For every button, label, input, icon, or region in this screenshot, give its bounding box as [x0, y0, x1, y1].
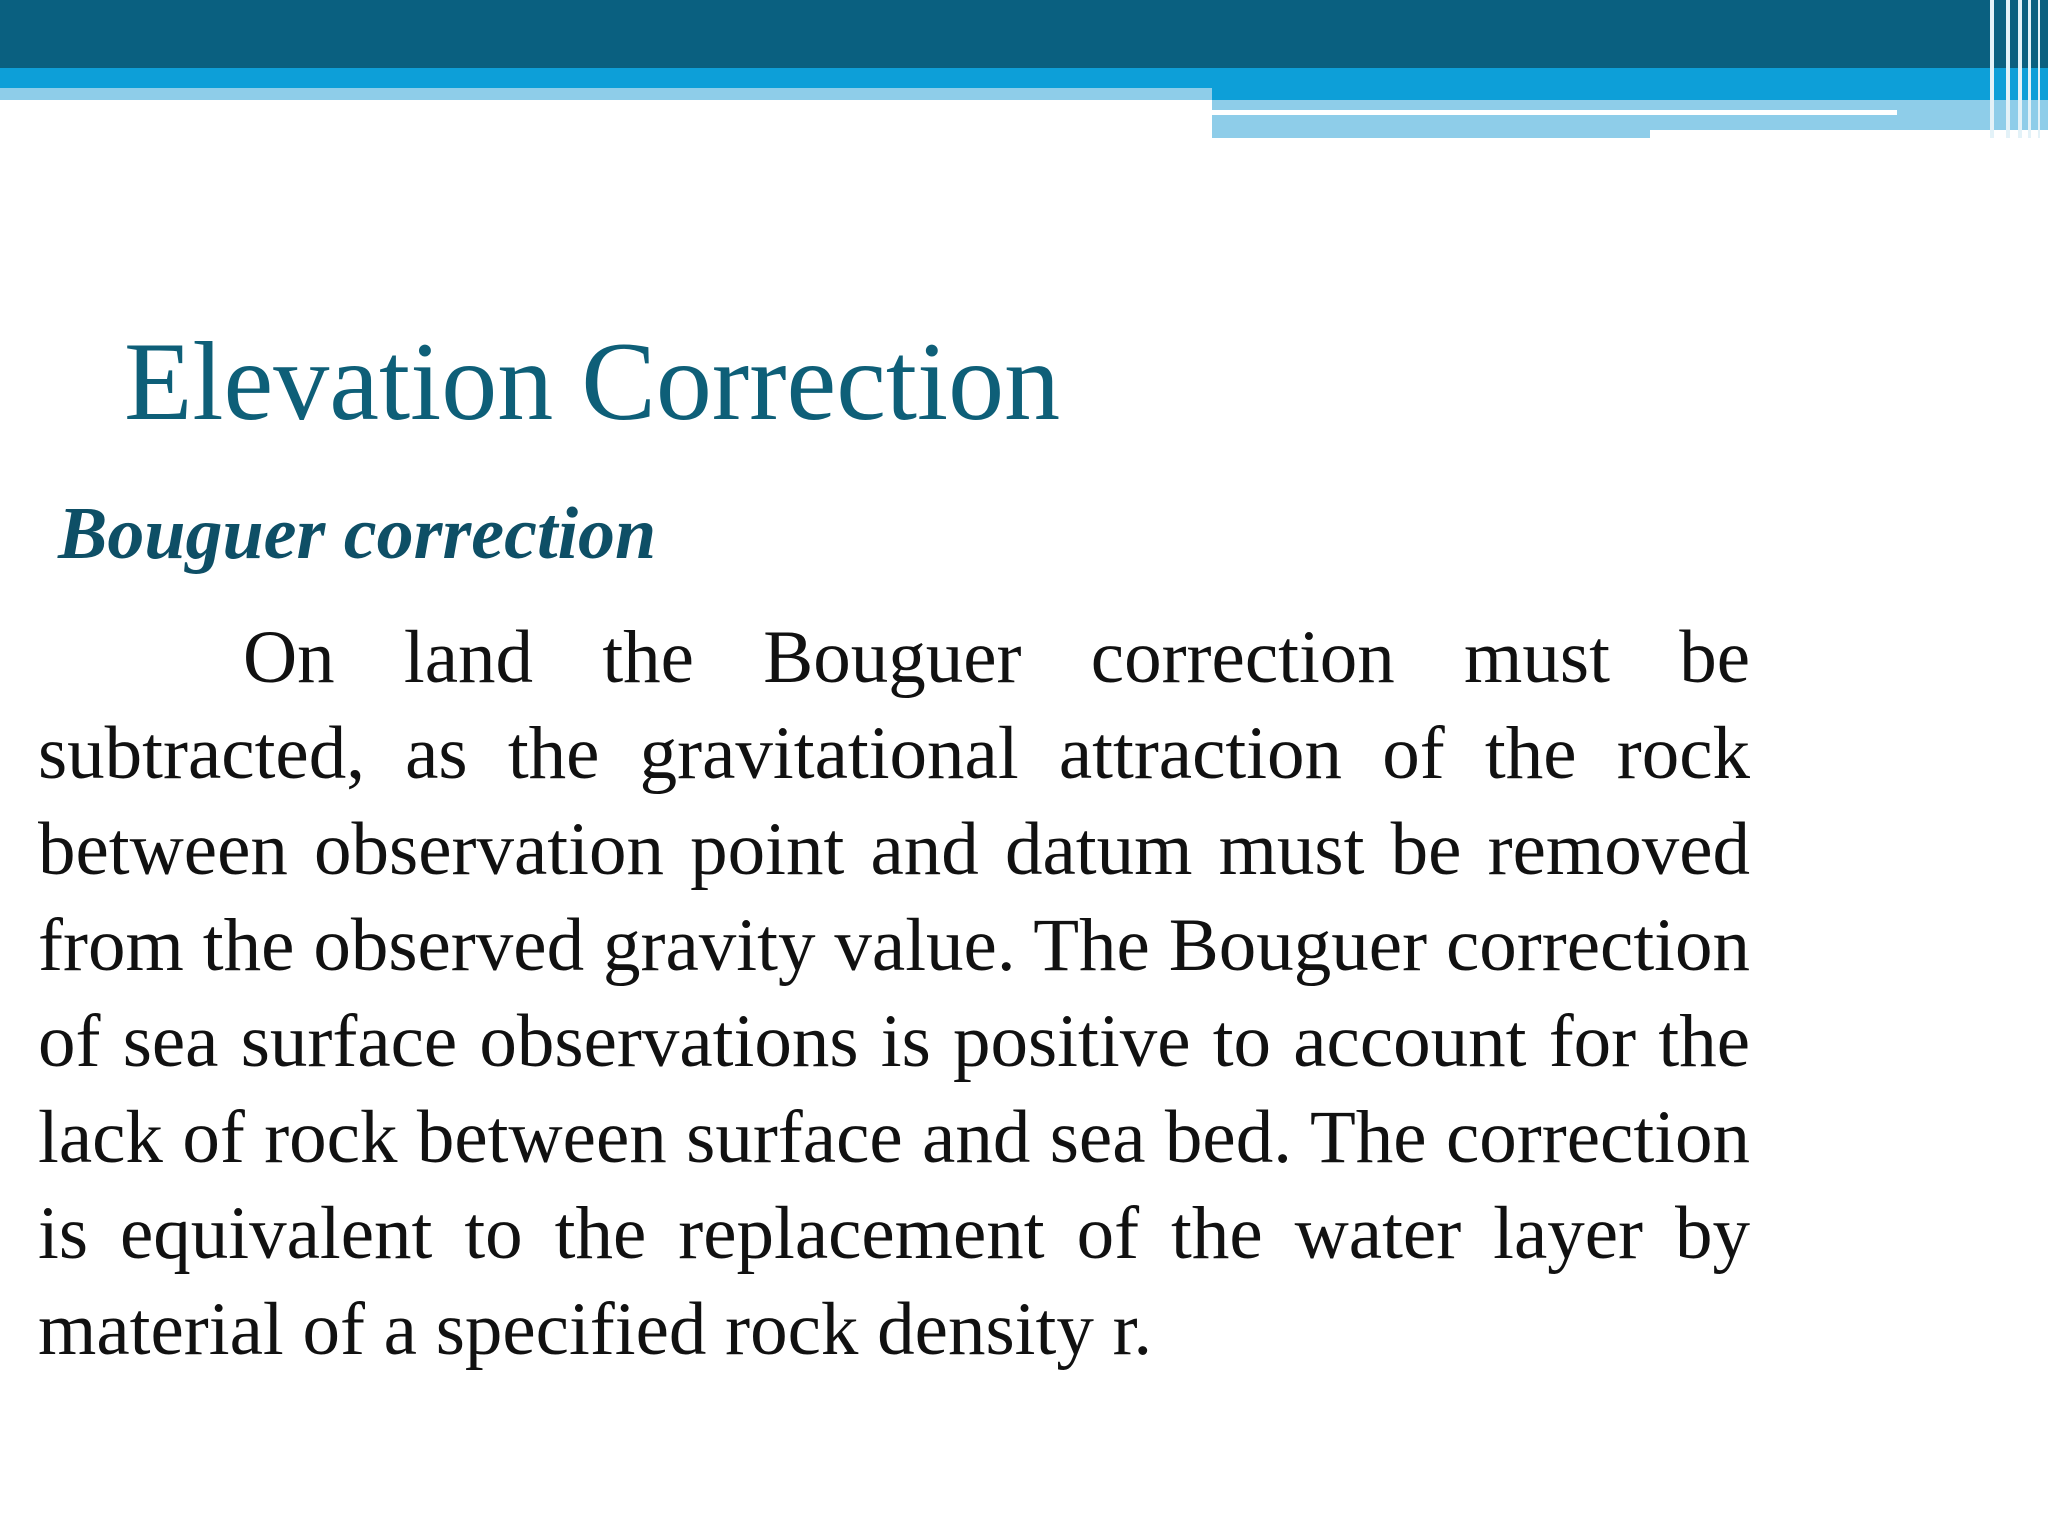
- body-paragraph: On land the Bouguer correction must be subtracted, as the gravitational attraction of the rock between observation point and datum must be removed from the observed gravity value. The Bouguer correction of sea surface observations is positive to account for the lack of rock between surface and sea bed. The correction is equivalent to the replacement of the water layer by material of a specified rock density r.: [38, 616, 1750, 1371]
- header-stripe: [2028, 0, 2031, 138]
- header-band-mid: [0, 68, 1212, 88]
- header-band-mid-right: [1212, 68, 2048, 100]
- header-line-white: [1212, 110, 1897, 115]
- header-stripe: [2006, 0, 2010, 138]
- header-stripe: [2038, 0, 2040, 138]
- slide-title: Elevation Correction: [124, 320, 1061, 444]
- header-band-light: [0, 88, 1212, 100]
- header-band-dark: [0, 0, 2048, 68]
- header-line-white-short: [1650, 130, 2048, 138]
- header-stripe: [1990, 0, 1994, 138]
- section-subheading: Bouguer correction: [58, 493, 657, 575]
- header-stripe: [2018, 0, 2022, 138]
